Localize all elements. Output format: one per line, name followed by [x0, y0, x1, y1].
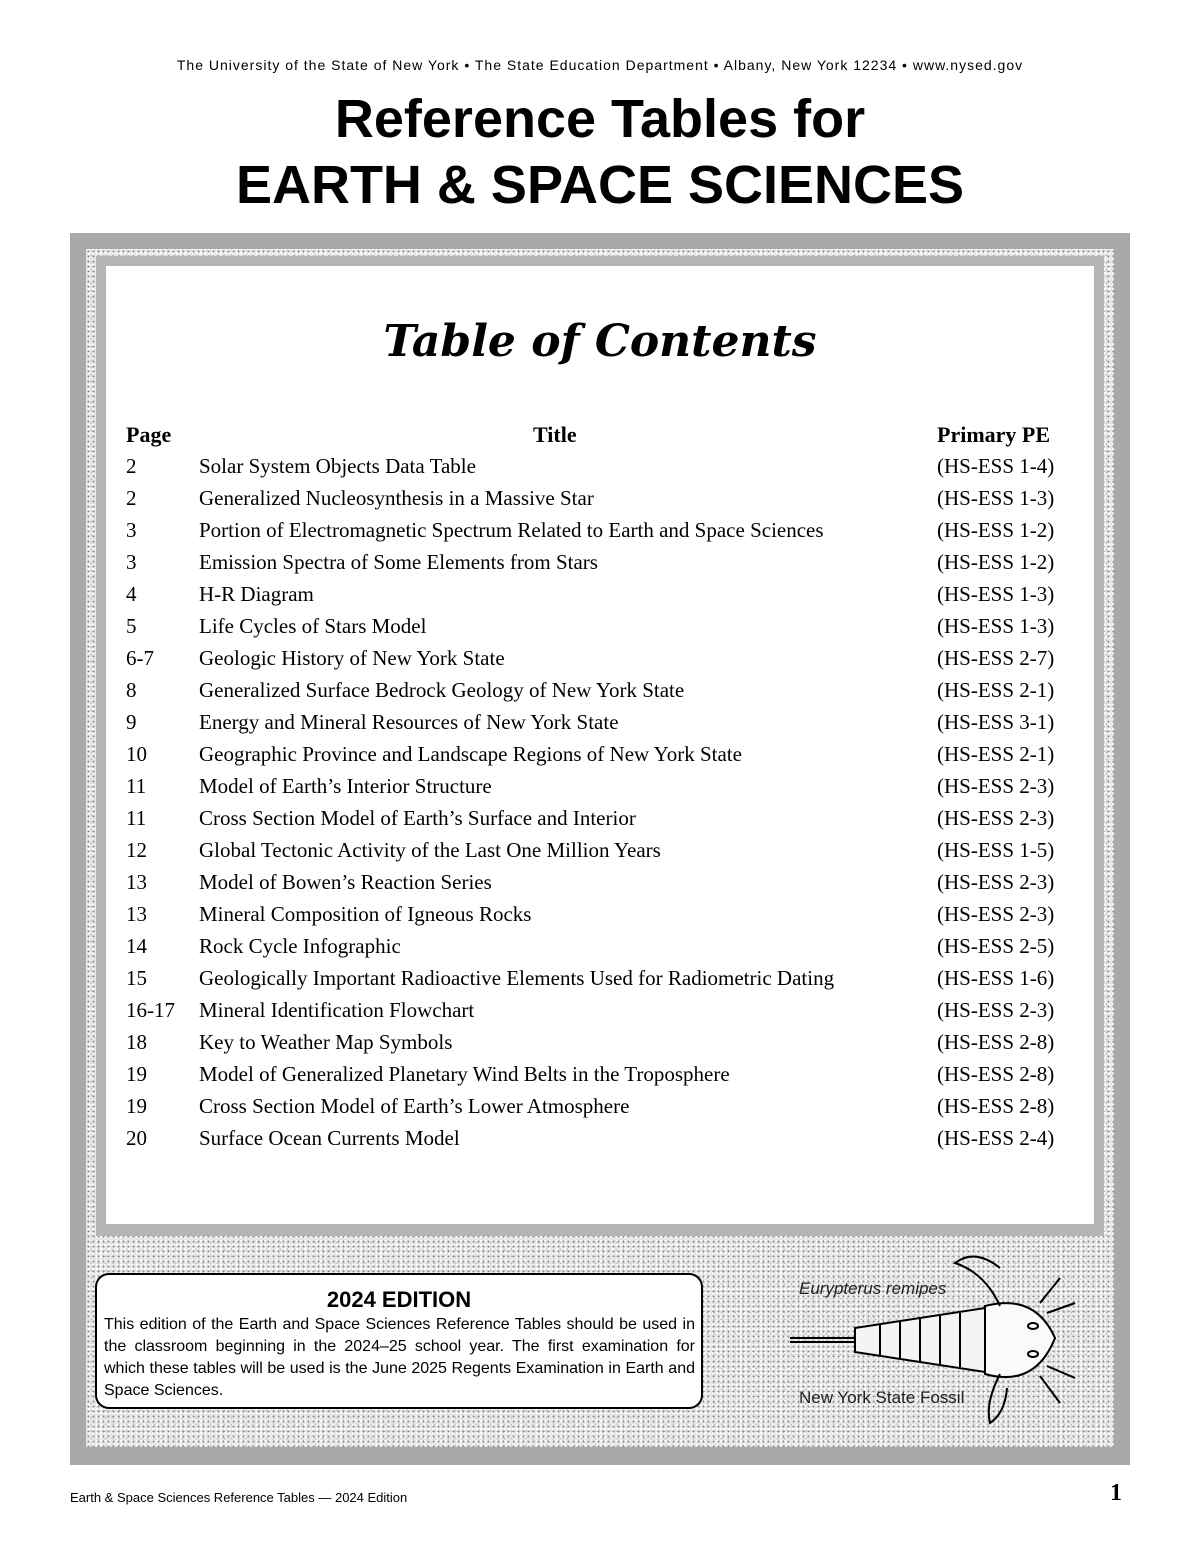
- toc-row-page: 13: [126, 902, 147, 926]
- toc-row-pe: (HS-ESS 2-8): [937, 1094, 1055, 1118]
- toc-row: [126, 451, 1072, 483]
- toc-row: [126, 547, 1072, 579]
- toc-row: [126, 1091, 1072, 1123]
- toc-row-page: 3: [126, 550, 137, 574]
- toc-row-page: 6-7: [126, 646, 154, 670]
- toc-row-page: 16-17: [126, 998, 175, 1022]
- toc-row-title: Energy and Mineral Resources of New York State: [199, 710, 619, 734]
- page-title: [0, 86, 1200, 218]
- toc-row: [126, 1059, 1072, 1091]
- toc-row: [126, 707, 1072, 739]
- toc-row-title: Geologic History of New York State: [199, 646, 505, 670]
- toc-list: [126, 451, 1072, 1155]
- toc-row: [126, 835, 1072, 867]
- toc-row-page: 9: [126, 710, 137, 734]
- footer-text: Earth & Space Sciences Reference Tables — 2024 Edition: [70, 1490, 408, 1505]
- toc-row: [126, 771, 1072, 803]
- toc-row-page: 11: [126, 774, 147, 798]
- fossil-label: New York State Fossil: [799, 1388, 965, 1407]
- toc-row: [126, 867, 1072, 899]
- toc-row-page: 15: [126, 966, 147, 990]
- toc-row-pe: (HS-ESS 2-8): [937, 1062, 1055, 1086]
- toc-row-page: 5: [126, 614, 137, 638]
- toc-row-pe: (HS-ESS 2-1): [937, 742, 1055, 766]
- toc-row: [126, 675, 1072, 707]
- toc-row: [126, 611, 1072, 643]
- toc-row-title: Mineral Identification Flowchart: [199, 998, 475, 1022]
- toc-row-page: 19: [126, 1094, 147, 1118]
- toc-heading: Table of Contents: [383, 316, 817, 367]
- toc-row: [126, 963, 1072, 995]
- toc-row-title: Cross Section Model of Earth’s Lower Atmosphere: [199, 1094, 630, 1118]
- toc-row: [126, 995, 1072, 1027]
- toc-row: [126, 899, 1072, 931]
- toc-row-title: Portion of Electromagnetic Spectrum Related to Earth and Space Sciences: [199, 518, 824, 542]
- toc-row: [126, 931, 1072, 963]
- toc-row-pe: (HS-ESS 2-5): [937, 934, 1055, 958]
- fossil-species-name: Eurypterus remipes: [799, 1279, 947, 1298]
- toc-row-pe: (HS-ESS 2-3): [937, 806, 1055, 830]
- toc-row-pe: (HS-ESS 2-1): [937, 678, 1055, 702]
- toc-row: [126, 1027, 1072, 1059]
- institution-line: The University of the State of New York • The State Education Department • Albany, New York 12234 • www.nysed.gov: [176, 57, 1024, 73]
- toc-row-title: Model of Bowen’s Reaction Series: [199, 870, 492, 894]
- toc-row: [126, 515, 1072, 547]
- title-line-1: Reference Tables for: [334, 89, 866, 149]
- toc-row-title: Cross Section Model of Earth’s Surface and Interior: [199, 806, 636, 830]
- toc-row-pe: (HS-ESS 1-5): [937, 838, 1055, 862]
- toc-row: [126, 803, 1072, 835]
- toc-row-page: 13: [126, 870, 147, 894]
- toc-row-pe: (HS-ESS 1-3): [937, 614, 1055, 638]
- toc-row-title: Generalized Nucleosynthesis in a Massive Star: [199, 486, 594, 510]
- toc-row-page: 2: [126, 454, 137, 478]
- toc-row-title: Life Cycles of Stars Model: [199, 614, 427, 638]
- toc-row-page: 18: [126, 1030, 147, 1054]
- toc-row-pe: (HS-ESS 1-3): [937, 486, 1055, 510]
- toc-row-title: Rock Cycle Infographic: [199, 934, 401, 958]
- toc-row-pe: (HS-ESS 2-8): [937, 1030, 1055, 1054]
- toc-row-page: 19: [126, 1062, 147, 1086]
- toc-row-page: 10: [126, 742, 147, 766]
- toc-row-page: 4: [126, 582, 137, 606]
- column-header-title: Title: [533, 422, 577, 447]
- page-number: 1: [1110, 1480, 1122, 1506]
- toc-row-pe: (HS-ESS 2-3): [937, 998, 1055, 1022]
- toc-row-pe: (HS-ESS 2-3): [937, 870, 1055, 894]
- toc-row-pe: (HS-ESS 3-1): [937, 710, 1055, 734]
- column-header-primary-pe: Primary PE: [937, 422, 1051, 447]
- toc-row-pe: (HS-ESS 2-7): [937, 646, 1055, 670]
- toc-row-title: Mineral Composition of Igneous Rocks: [199, 902, 532, 926]
- toc-row-page: 20: [126, 1126, 147, 1150]
- eurypterid-fossil-icon: [785, 1238, 1085, 1438]
- toc-row-pe: (HS-ESS 1-3): [937, 582, 1055, 606]
- toc-row-title: Solar System Objects Data Table: [199, 454, 476, 478]
- toc-row-pe: (HS-ESS 1-2): [937, 550, 1055, 574]
- toc-row-pe: (HS-ESS 2-3): [937, 902, 1055, 926]
- toc-row-pe: (HS-ESS 1-4): [937, 454, 1055, 478]
- edition-title: 2024 EDITION: [326, 1287, 472, 1312]
- toc-row: [126, 739, 1072, 771]
- toc-row-page: 3: [126, 518, 137, 542]
- toc-row-page: 11: [126, 806, 147, 830]
- toc-row-pe: (HS-ESS 1-2): [937, 518, 1055, 542]
- toc-row-pe: (HS-ESS 2-3): [937, 774, 1055, 798]
- edition-text: This edition of the Earth and Space Sciences Reference Tables should be used in the classroom beginning in the 2024–25 school year. The first examination for which these tables will be used is the June 2025 Regents Examination in Earth and Space Sciences.: [104, 1316, 695, 1399]
- toc-row-pe: (HS-ESS 2-4): [937, 1126, 1055, 1150]
- toc-row-title: Geologically Important Radioactive Elements Used for Radiometric Dating: [199, 966, 835, 990]
- column-header-page: Page: [126, 422, 172, 447]
- toc-row-title: Generalized Surface Bedrock Geology of New York State: [199, 678, 685, 702]
- toc-row-page: 2: [126, 486, 137, 510]
- toc-row-title: Key to Weather Map Symbols: [199, 1030, 453, 1054]
- toc-row: [126, 483, 1072, 515]
- toc-row-title: Model of Earth’s Interior Structure: [199, 774, 492, 798]
- title-line-2: EARTH & SPACE SCIENCES: [235, 155, 965, 215]
- toc-row: [126, 1123, 1072, 1155]
- toc-row-title: Surface Ocean Currents Model: [199, 1126, 460, 1150]
- toc-row-title: Geographic Province and Landscape Regions of New York State: [199, 742, 742, 766]
- toc-row-title: Model of Generalized Planetary Wind Belts in the Troposphere: [199, 1062, 730, 1086]
- toc-row-page: 8: [126, 678, 137, 702]
- toc-row-page: 14: [126, 934, 147, 958]
- toc-row: [126, 643, 1072, 675]
- toc-row-title: H-R Diagram: [199, 582, 314, 606]
- toc-row-title: Global Tectonic Activity of the Last One Million Years: [199, 838, 661, 862]
- toc-row: [126, 579, 1072, 611]
- toc-row-page: 12: [126, 838, 147, 862]
- toc-row-pe: (HS-ESS 1-6): [937, 966, 1055, 990]
- toc-row-title: Emission Spectra of Some Elements from Stars: [199, 550, 598, 574]
